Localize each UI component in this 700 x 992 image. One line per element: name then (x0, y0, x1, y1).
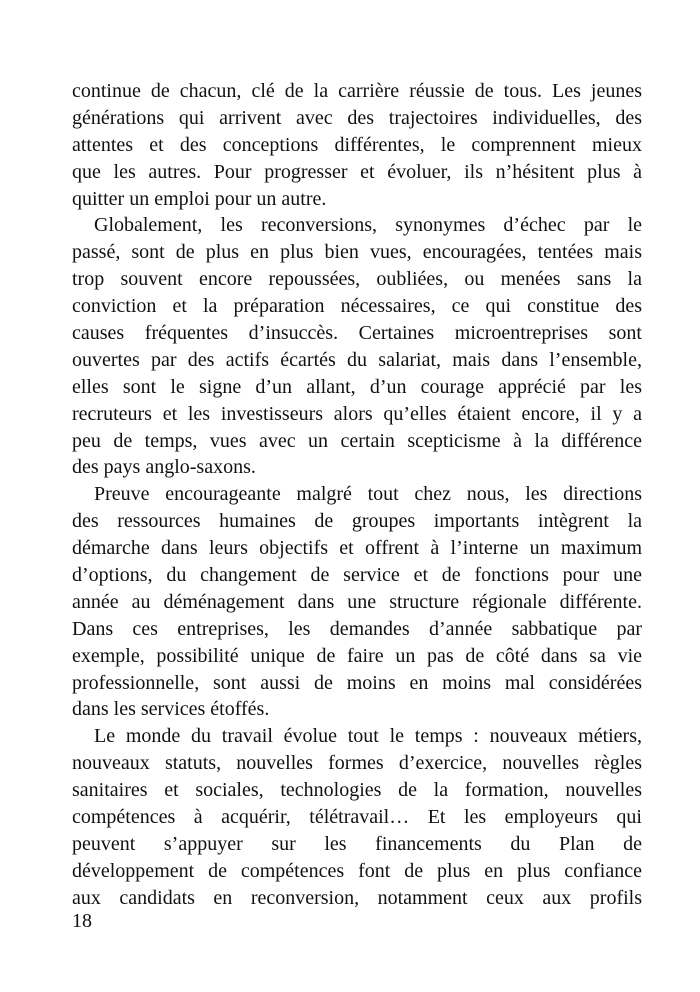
text-line: attentes et des conceptions différentes, le comprennent mieux (72, 133, 642, 156)
text-line: Globalement, les reconversions, synonymes d’échec par le (94, 214, 642, 237)
text-line: d’options, du changement de service et de fonctions pour une (72, 564, 642, 587)
text-line: continue de chacun, clé de la carrière réussie de tous. Les jeunes (72, 80, 642, 102)
text-line: des pays anglo-saxons. (72, 456, 256, 479)
text-line: que les autres. Pour progresser et évoluer, ils n’hésitent plus à (72, 160, 642, 183)
text-line: aux candidats en reconversion, notamment ceux aux profils (72, 886, 642, 909)
text-line: sanitaires et sociales, technologies de la formation, nouvelles (72, 779, 642, 802)
text-line: peuvent s’appuyer sur les financements du Plan de (72, 832, 642, 855)
text-line: passé, sont de plus en plus bien vues, encouragées, tentées mais (72, 241, 642, 264)
text-line: elles sont le signe d’un allant, d’un courage apprécié par les (72, 375, 642, 398)
text-line: causes fréquentes d’insuccès. Certaines microentreprises sont (72, 322, 642, 345)
text-line: générations qui arrivent avec des trajectoires individuelles, des (72, 106, 642, 129)
text-line: quitter un emploi pour un autre. (72, 187, 327, 210)
text-line: nouveaux statuts, nouvelles formes d’exercice, nouvelles règles (72, 752, 642, 775)
text-line: développement de compétences font de plus en plus confiance (72, 859, 642, 882)
text-line: Dans ces entreprises, les demandes d’année sabbatique par (72, 617, 642, 640)
text-line: peu de temps, vues avec un certain scepticisme à la différence (72, 429, 642, 452)
text-line: trop souvent encore repoussées, oubliées, ou menées sans la (72, 268, 642, 291)
text-line: ouvertes par des actifs écartés du salariat, mais dans l’ensemble, (72, 348, 642, 371)
body-text (72, 78, 642, 912)
text-line: Preuve encourageante malgré tout chez nous, les directions (94, 483, 642, 506)
page-number: 18 (72, 910, 92, 932)
text-line: des ressources humaines de groupes importants intègrent la (72, 510, 642, 533)
text-line: démarche dans leurs objectifs et offrent à l’interne un maximum (72, 537, 642, 560)
text-line: compétences à acquérir, télétravail… Et les employeurs qui (72, 806, 642, 829)
text-line: dans les services étoffés. (72, 698, 270, 721)
text-line: professionnelle, sont aussi de moins en moins mal considérées (72, 671, 642, 694)
text-line: conviction et la préparation nécessaires, ce qui constitue des (72, 295, 642, 318)
text-line: recruteurs et les investisseurs alors qu’elles étaient encore, il y a (72, 402, 642, 425)
text-line: année au déménagement dans une structure régionale différente. (72, 590, 642, 613)
text-line: Le monde du travail évolue tout le temps : nouveaux métiers, (94, 725, 642, 748)
text-line: exemple, possibilité unique de faire un pas de côté dans sa vie (72, 644, 642, 667)
